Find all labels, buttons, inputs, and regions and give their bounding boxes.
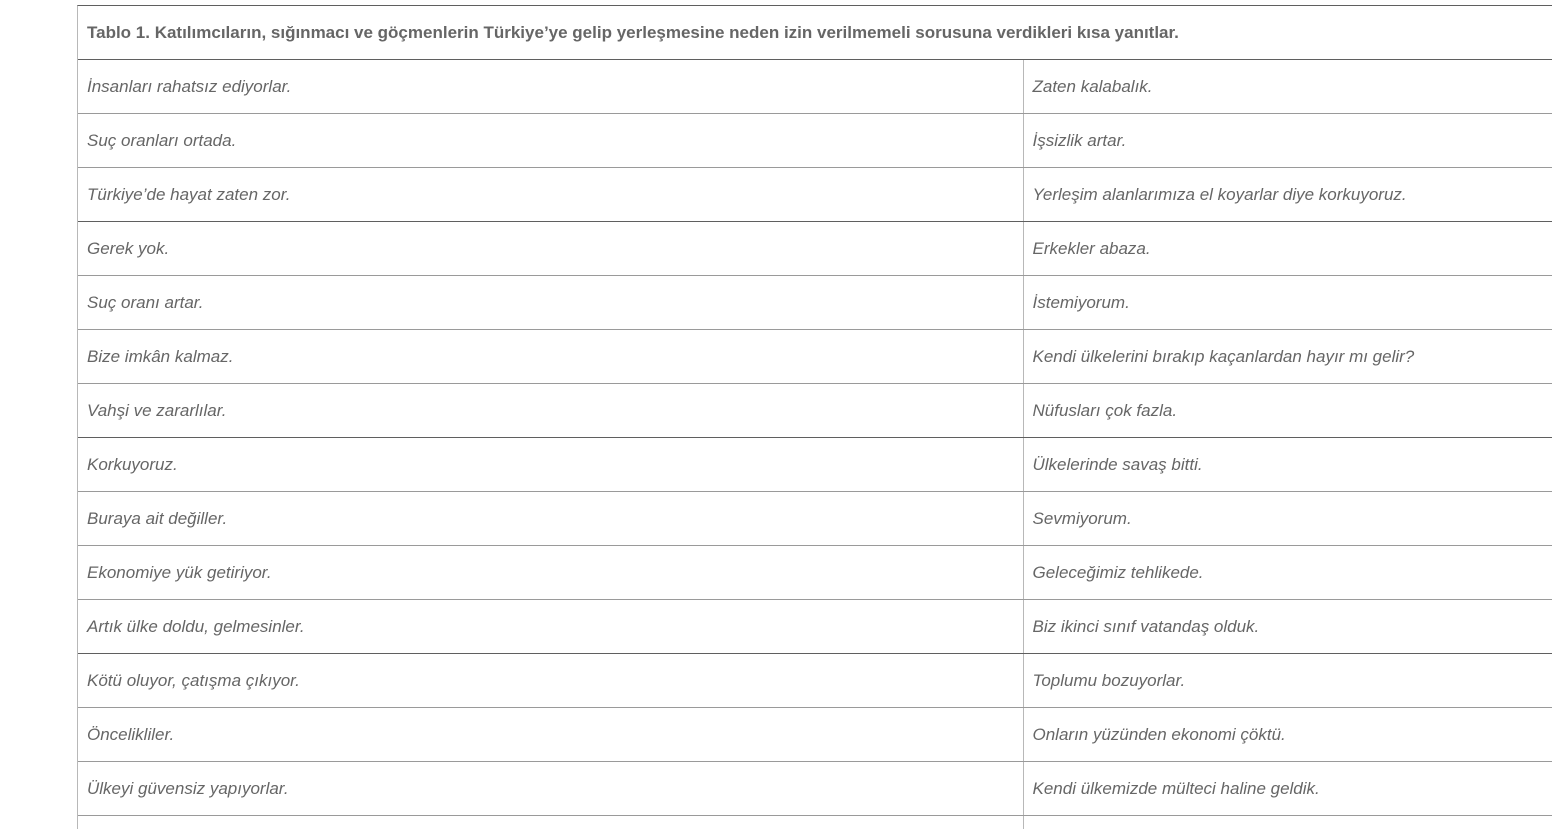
table-cell-right: Zaten kalabalık. <box>1023 60 1552 114</box>
table-cell-right: Kendi ülkelerini bırakıp kaçanlardan hayır mı gelir? <box>1023 330 1552 384</box>
table-cell-left: Türkiye’de hayat zaten zor. <box>78 168 1023 222</box>
table-cell-right: Kendi ülkemizde mülteci haline geldik. <box>1023 762 1552 816</box>
table-cell-right <box>1023 816 1552 829</box>
table-cell-left: Suç oranları ortada. <box>78 114 1023 168</box>
table-row <box>78 330 1552 384</box>
table-cell-left: Suç oranı artar. <box>78 276 1023 330</box>
table-row <box>78 114 1552 168</box>
table-cell-left: Ekonomiye yük getiriyor. <box>78 546 1023 600</box>
table-cell-left: Artık ülke doldu, gelmesinler. <box>78 600 1023 654</box>
table-caption: Tablo 1. Katılımcıların, sığınmacı ve göçmenlerin Türkiye’ye gelip yerleşmesine neden izin verilmemeli sorusuna verdikleri kısa yanıtlar. <box>78 6 1552 60</box>
table-cell-left: İnsanları rahatsız ediyorlar. <box>78 60 1023 114</box>
table-cell-right: Yerleşim alanlarımıza el koyarlar diye korkuyoruz. <box>1023 168 1552 222</box>
responses-table-container <box>77 5 1552 829</box>
table-cell-left: Vahşi ve zararlılar. <box>78 384 1023 438</box>
table-row <box>78 546 1552 600</box>
table-row <box>78 60 1552 114</box>
table-row <box>78 222 1552 276</box>
table-row <box>78 276 1552 330</box>
table-row <box>78 708 1552 762</box>
table-row <box>78 816 1552 829</box>
table-cell-left: Bize imkân kalmaz. <box>78 330 1023 384</box>
table-row <box>78 762 1552 816</box>
table-caption-row <box>78 6 1552 60</box>
table-cell-right: Biz ikinci sınıf vatandaş olduk. <box>1023 600 1552 654</box>
table-cell-left: Öncelikliler. <box>78 708 1023 762</box>
table-cell-right: Toplumu bozuyorlar. <box>1023 654 1552 708</box>
table-row <box>78 384 1552 438</box>
table-row <box>78 654 1552 708</box>
table-row <box>78 492 1552 546</box>
table-cell-left: Ülkeyi güvensiz yapıyorlar. <box>78 762 1023 816</box>
table-cell-left: Gerek yok. <box>78 222 1023 276</box>
table-cell-right: Sevmiyorum. <box>1023 492 1552 546</box>
table-row <box>78 438 1552 492</box>
table-cell-right: Geleceğimiz tehlikede. <box>1023 546 1552 600</box>
table-cell-left: Buraya ait değiller. <box>78 492 1023 546</box>
table-cell-right: Ülkelerinde savaş bitti. <box>1023 438 1552 492</box>
table-cell-right: İstemiyorum. <box>1023 276 1552 330</box>
table-cell-right: Onların yüzünden ekonomi çöktü. <box>1023 708 1552 762</box>
table-row <box>78 600 1552 654</box>
table-row <box>78 168 1552 222</box>
table-cell-right: Erkekler abaza. <box>1023 222 1552 276</box>
table-cell-right: Nüfusları çok fazla. <box>1023 384 1552 438</box>
table-cell-left: Kötü oluyor, çatışma çıkıyor. <box>78 654 1023 708</box>
table-cell-left: Korkuyoruz. <box>78 438 1023 492</box>
responses-table <box>78 6 1552 829</box>
table-cell-right: İşsizlik artar. <box>1023 114 1552 168</box>
table-cell-left <box>78 816 1023 829</box>
